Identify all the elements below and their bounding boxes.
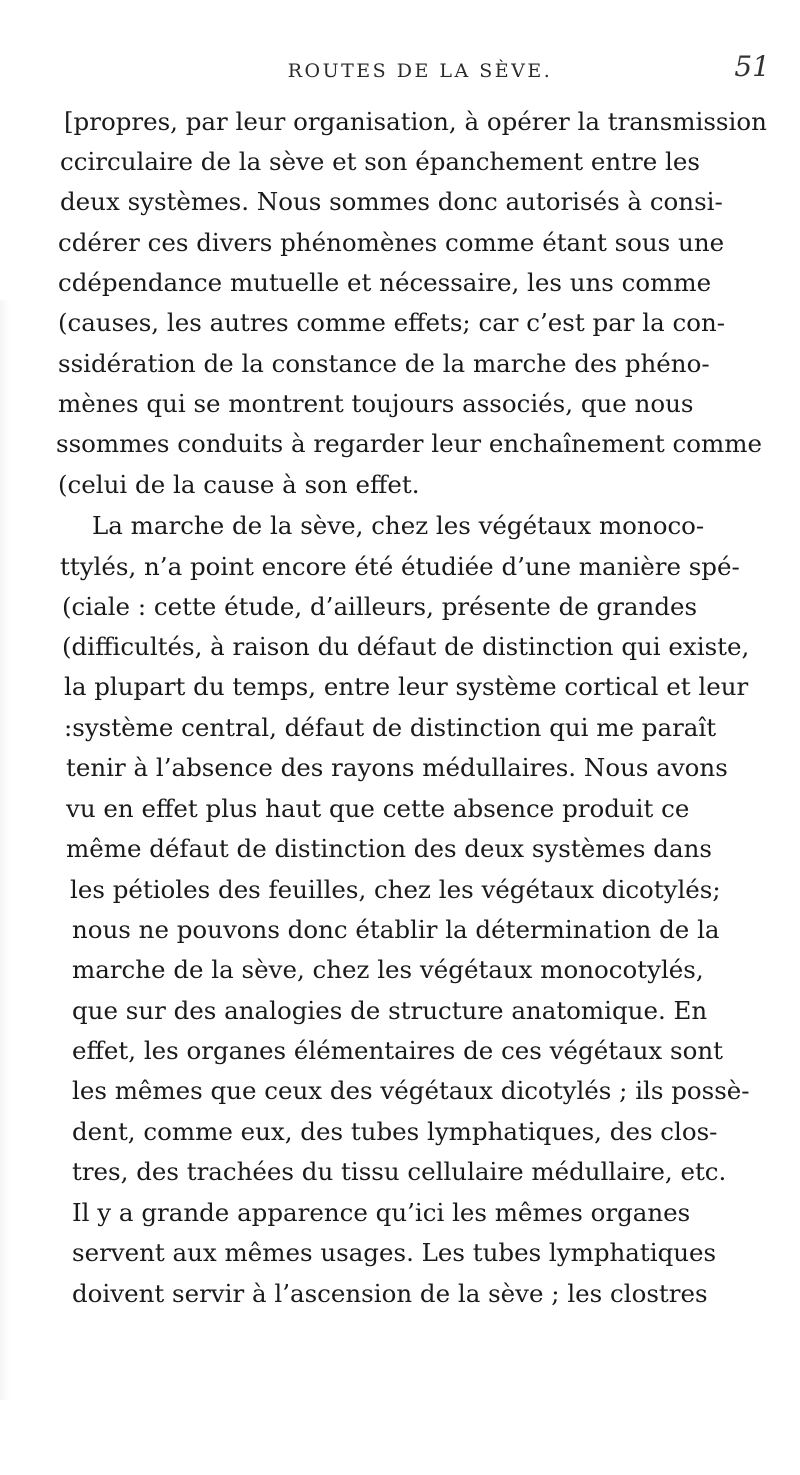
- text-line: ssommes conduits à regarder leur enchaînement comme: [56, 429, 762, 458]
- text-line: même défaut de distinction des deux systèmes dans: [66, 834, 712, 863]
- text-line: La marche de la sève, chez les végétaux monoco-: [92, 511, 705, 540]
- text-line: doivent servir à l’ascension de la sève ; les clostres: [72, 1279, 708, 1308]
- text-line: tenir à l’absence des rayons médullaires. Nous avons: [66, 753, 728, 782]
- text-line: (celui de la cause à son effet.: [58, 470, 420, 499]
- text-line: marche de la sève, chez les végétaux monocotylés,: [72, 955, 704, 984]
- text-line: (causes, les autres comme effets; car c’est par la con-: [58, 308, 726, 337]
- text-line: ttylés, n’a point encore été étudiée d’une manière spé-: [60, 552, 740, 581]
- text-line: effet, les organes élémentaires de ces végétaux sont: [72, 1036, 723, 1065]
- text-line: :système central, défaut de distinction qui me paraît: [64, 713, 717, 742]
- text-line: deux systèmes. Nous sommes donc autorisés à consi-: [60, 187, 723, 216]
- text-line: cdérer ces divers phénomènes comme étant sous une: [58, 228, 725, 257]
- text-line: ssidération de la constance de la marche des phéno-: [58, 349, 710, 378]
- text-line: dent, comme eux, des tubes lymphatiques, des clos-: [72, 1117, 718, 1146]
- text-line: (ciale : cette étude, d’ailleurs, présente de grandes: [62, 592, 698, 621]
- text-line: la plupart du temps, entre leur système cortical et leur: [64, 672, 749, 701]
- page-header: [62, 50, 778, 96]
- text-line: vu en effet plus haut que cette absence produit ce: [66, 794, 690, 823]
- text-line: [propres, par leur organisation, à opérer la transmission: [64, 107, 767, 136]
- text-line: (difficultés, à raison du défaut de distinction qui existe,: [62, 632, 750, 661]
- text-line: les mêmes que ceux des végétaux dicotylés ; ils possè-: [72, 1076, 750, 1105]
- text-line: mènes qui se montrent toujours associés, que nous: [58, 389, 694, 418]
- text-line: Il y a grande apparence qu’ici les mêmes organes: [72, 1198, 691, 1227]
- page-number: 51: [734, 50, 770, 83]
- text-line: nous ne pouvons donc établir la détermination de la: [72, 915, 720, 944]
- running-title: ROUTES DE LA SÈVE.: [287, 60, 553, 82]
- text-line: les pétioles des feuilles, chez les végétaux dicotylés;: [70, 875, 721, 904]
- text-line: cdépendance mutuelle et nécessaire, les uns comme: [58, 268, 712, 297]
- page-gutter-shadow: [0, 300, 10, 1400]
- text-line: ccirculaire de la sève et son épanchement entre les: [60, 147, 700, 176]
- text-line: servent aux mêmes usages. Les tubes lymphatiques: [72, 1238, 717, 1267]
- text-line: tres, des trachées du tissu cellulaire médullaire, etc.: [72, 1157, 727, 1186]
- text-line: que sur des analogies de structure anatomique. En: [72, 996, 708, 1025]
